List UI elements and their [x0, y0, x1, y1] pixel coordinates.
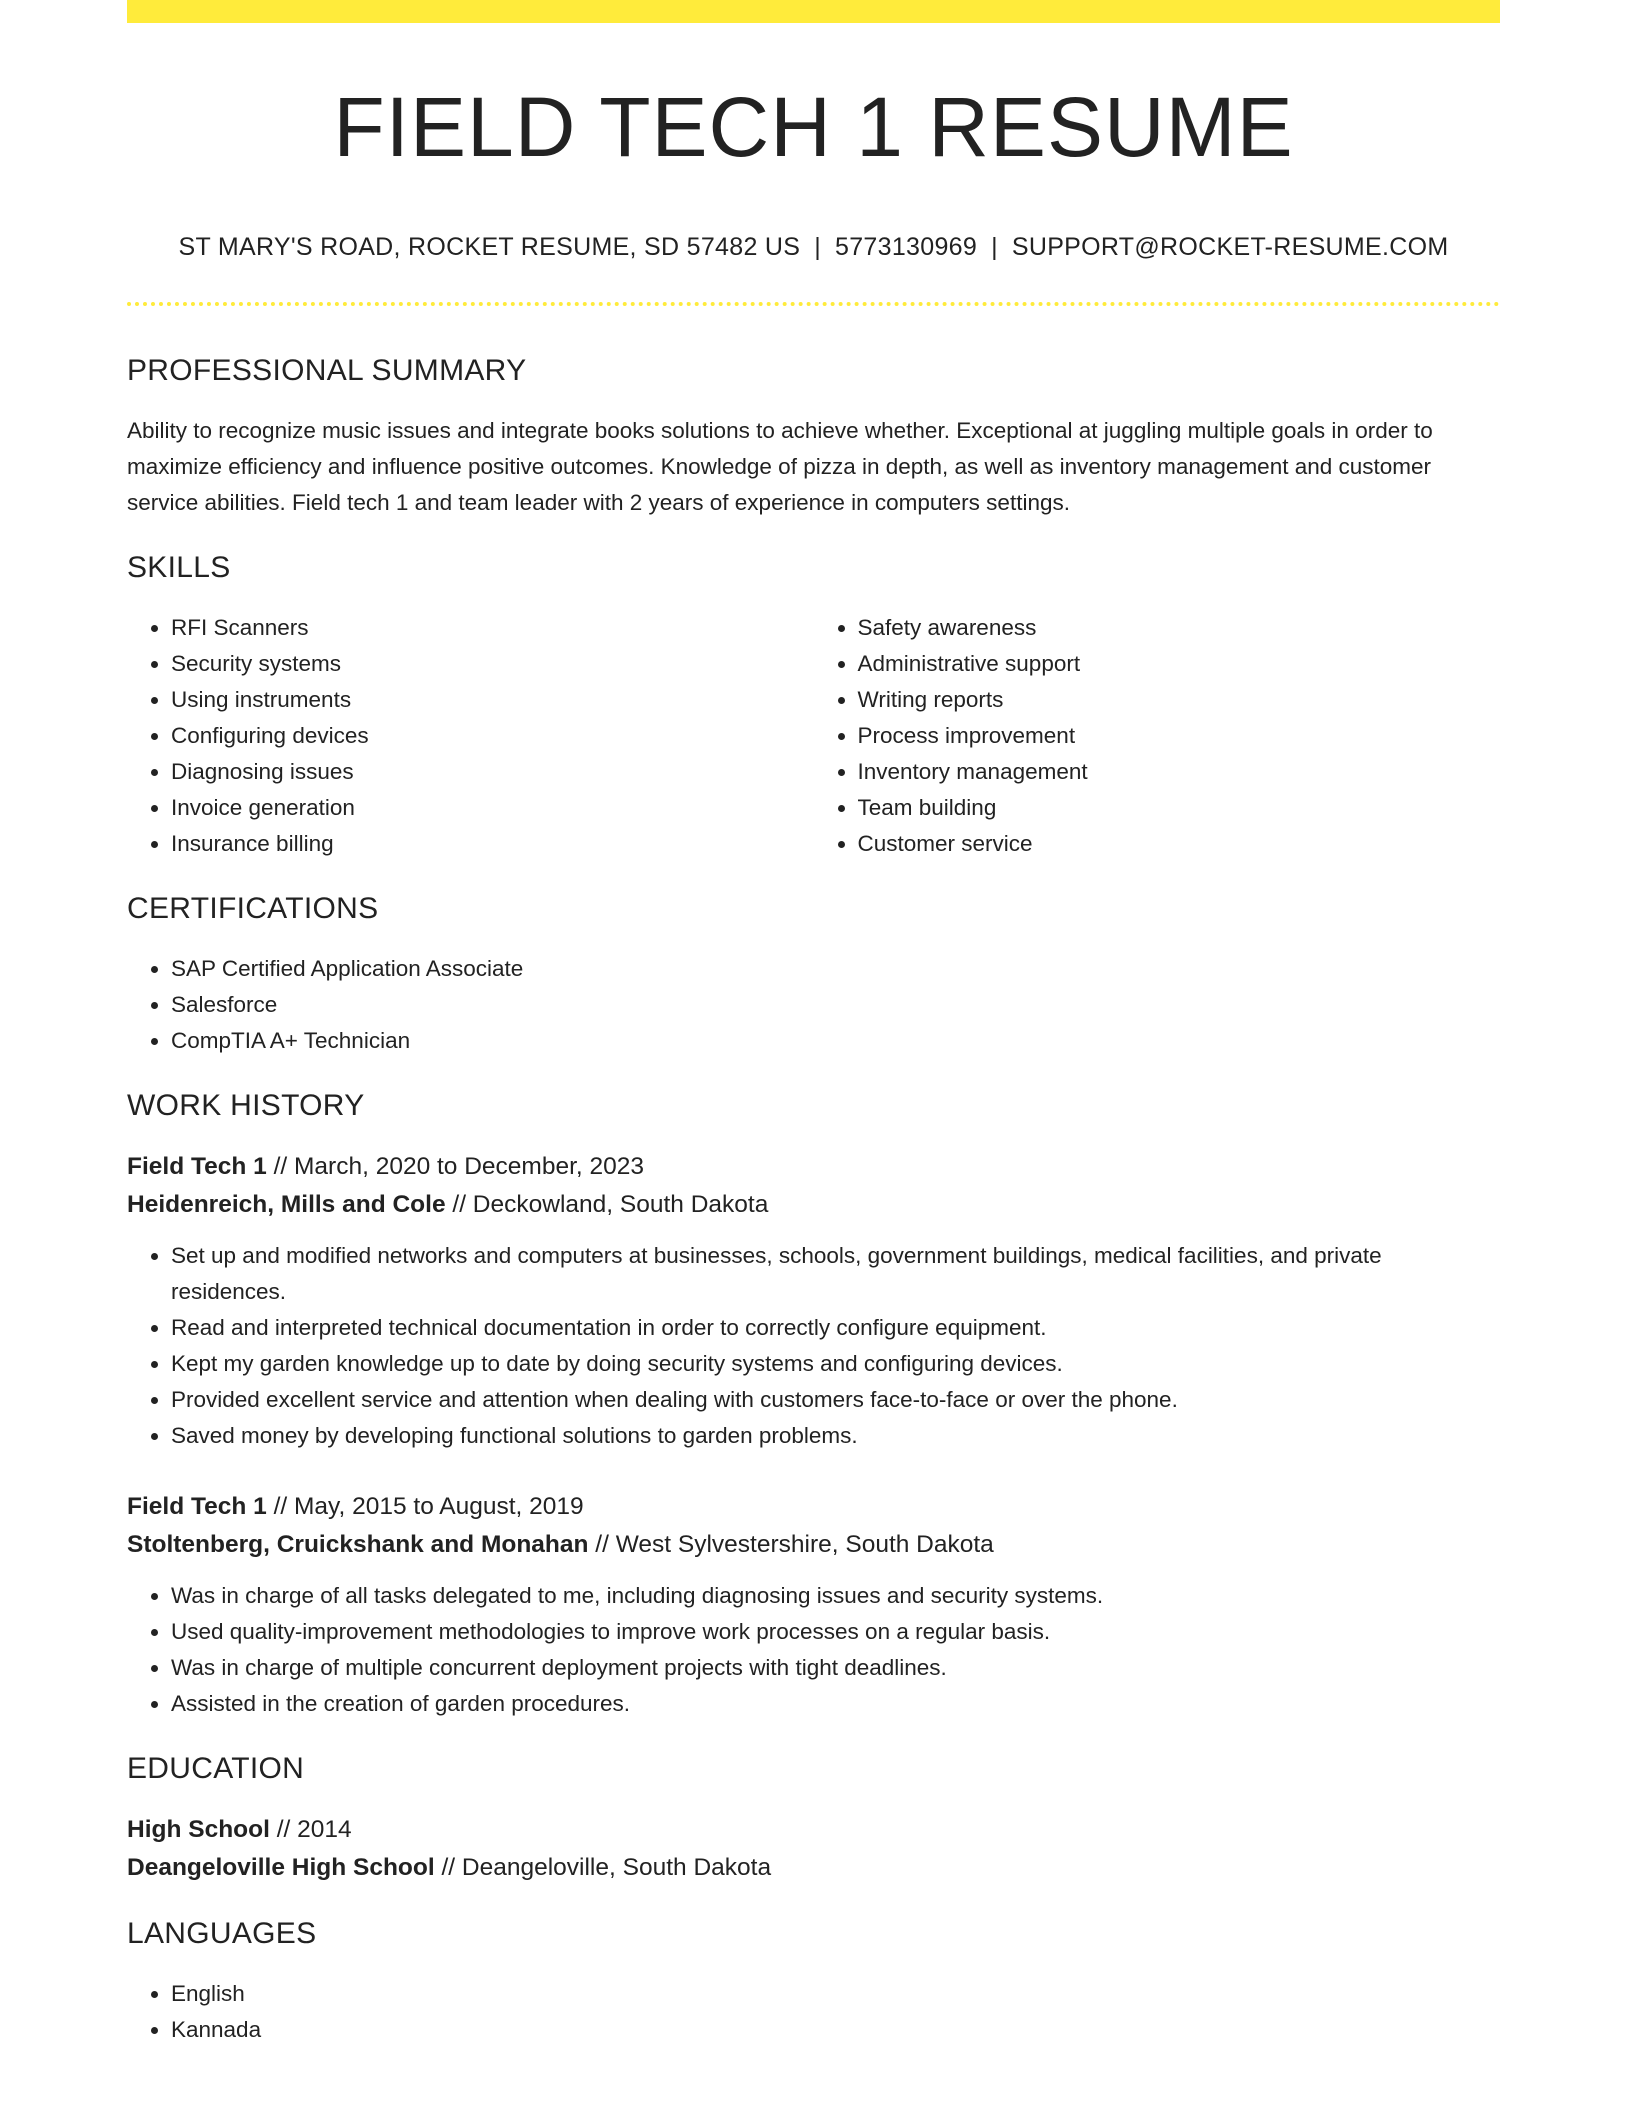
- work-history-section: [127, 1089, 1500, 1722]
- accent-top-bar: [127, 0, 1500, 23]
- job-title-line: [127, 1488, 1500, 1526]
- contact-phone: 5773130969: [835, 233, 978, 261]
- skills-section: [127, 551, 1500, 862]
- job-entry: [127, 1148, 1500, 1454]
- contact-separator: |: [991, 233, 998, 261]
- job-duty: • Assisted in the creation of garden procedures.: [171, 1686, 1500, 1722]
- skill-item: • Writing reports: [858, 682, 1501, 718]
- job-company-line: [127, 1186, 1500, 1224]
- skill-item: • Process improvement: [858, 718, 1501, 754]
- skills-heading: SKILLS: [127, 551, 231, 584]
- job-duty: • Set up and modified networks and computers at businesses, schools, government buildings, medical facilities, and private residences.: [171, 1238, 1500, 1310]
- education-entry: [127, 1811, 1500, 1887]
- job-dates: // March, 2020 to December, 2023: [266, 1153, 645, 1180]
- skill-item: • Team building: [858, 790, 1501, 826]
- certifications-section: [127, 892, 1500, 1059]
- job-duties-list: [127, 1578, 1500, 1722]
- skill-item: • Invoice generation: [171, 790, 814, 826]
- contact-line: [127, 233, 1500, 262]
- resume-page: [127, 0, 1500, 2048]
- certifications-heading: CERTIFICATIONS: [127, 892, 379, 925]
- job-duty: • Read and interpreted technical documentation in order to correctly configure equipment.: [171, 1310, 1500, 1346]
- skill-item: • Customer service: [858, 826, 1501, 862]
- language-item: • English: [171, 1976, 1500, 2012]
- job-title: Field Tech 1: [127, 1493, 267, 1520]
- job-company: Stoltenberg, Cruickshank and Monahan: [127, 1531, 589, 1558]
- education-section: [127, 1752, 1500, 1887]
- summary-heading: PROFESSIONAL SUMMARY: [127, 354, 527, 387]
- skill-item: • Security systems: [171, 646, 814, 682]
- summary-text: Ability to recognize music issues and integrate books solutions to achieve whether. Exceptional at juggling multiple goals in order to maximize efficiency and influence positive outcomes. Knowledge of pizza in depth, as well as inventory management and customer service abilities. Field tech 1 and team leader with 2 years of experience in computers settings.: [127, 418, 1433, 515]
- certification-item: • CompTIA A+ Technician: [171, 1023, 1500, 1059]
- skill-item: • Configuring devices: [171, 718, 814, 754]
- job-duties-list: [127, 1238, 1500, 1454]
- job-duty: • Was in charge of all tasks delegated to me, including diagnosing issues and security systems.: [171, 1578, 1500, 1614]
- skills-list-left: [127, 610, 814, 862]
- certification-item: • SAP Certified Application Associate: [171, 951, 1500, 987]
- job-duty: • Used quality-improvement methodologies to improve work processes on a regular basis.: [171, 1614, 1500, 1650]
- job-location: // West Sylvestershire, South Dakota: [588, 1531, 994, 1558]
- skill-item: • Diagnosing issues: [171, 754, 814, 790]
- education-school: Deangeloville High School: [127, 1854, 435, 1881]
- education-degree-line: [127, 1811, 1500, 1849]
- skills-columns: [127, 610, 1500, 862]
- contact-email: SUPPORT@ROCKET-RESUME.COM: [1011, 233, 1449, 261]
- skill-item: • Insurance billing: [171, 826, 814, 862]
- resume-title: FIELD TECH 1 RESUME: [333, 80, 1294, 174]
- job-dates: // May, 2015 to August, 2019: [266, 1493, 584, 1520]
- contact-separator: |: [814, 233, 822, 261]
- job-title: Field Tech 1: [127, 1153, 267, 1180]
- education-heading: EDUCATION: [127, 1752, 305, 1785]
- dotted-divider: [127, 302, 1500, 306]
- languages-heading: LANGUAGES: [127, 1917, 317, 1950]
- language-item: • Kannada: [171, 2012, 1500, 2048]
- work-history-heading: WORK HISTORY: [127, 1089, 365, 1122]
- education-year: // 2014: [269, 1816, 352, 1843]
- job-title-line: [127, 1148, 1500, 1186]
- job-location: // Deckowland, South Dakota: [445, 1191, 769, 1218]
- job-company: Heidenreich, Mills and Cole: [127, 1191, 446, 1218]
- skill-item: • Administrative support: [858, 646, 1501, 682]
- skill-item: • Inventory management: [858, 754, 1501, 790]
- job-duty: • Saved money by developing functional solutions to garden problems.: [171, 1418, 1500, 1454]
- contact-address: ST MARY'S ROAD, ROCKET RESUME, SD 57482 US: [178, 233, 801, 261]
- work-history-jobs: [127, 1148, 1500, 1722]
- languages-section: [127, 1917, 1500, 2048]
- certifications-list: [127, 951, 1500, 1059]
- skill-item: • Safety awareness: [858, 610, 1501, 646]
- skill-item: • RFI Scanners: [171, 610, 814, 646]
- job-entry: [127, 1488, 1500, 1722]
- certification-item: • Salesforce: [171, 987, 1500, 1023]
- job-duty: • Was in charge of multiple concurrent deployment projects with tight deadlines.: [171, 1650, 1500, 1686]
- job-duty: • Provided excellent service and attention when dealing with customers face-to-face or over the phone.: [171, 1382, 1500, 1418]
- job-company-line: [127, 1526, 1500, 1564]
- education-location: // Deangeloville, South Dakota: [434, 1854, 772, 1881]
- languages-list: [127, 1976, 1500, 2048]
- education-degree: High School: [127, 1816, 270, 1843]
- job-duty: • Kept my garden knowledge up to date by doing security systems and configuring devices.: [171, 1346, 1500, 1382]
- education-school-line: [127, 1849, 1500, 1887]
- skill-item: • Using instruments: [171, 682, 814, 718]
- skills-list-right: [814, 610, 1501, 862]
